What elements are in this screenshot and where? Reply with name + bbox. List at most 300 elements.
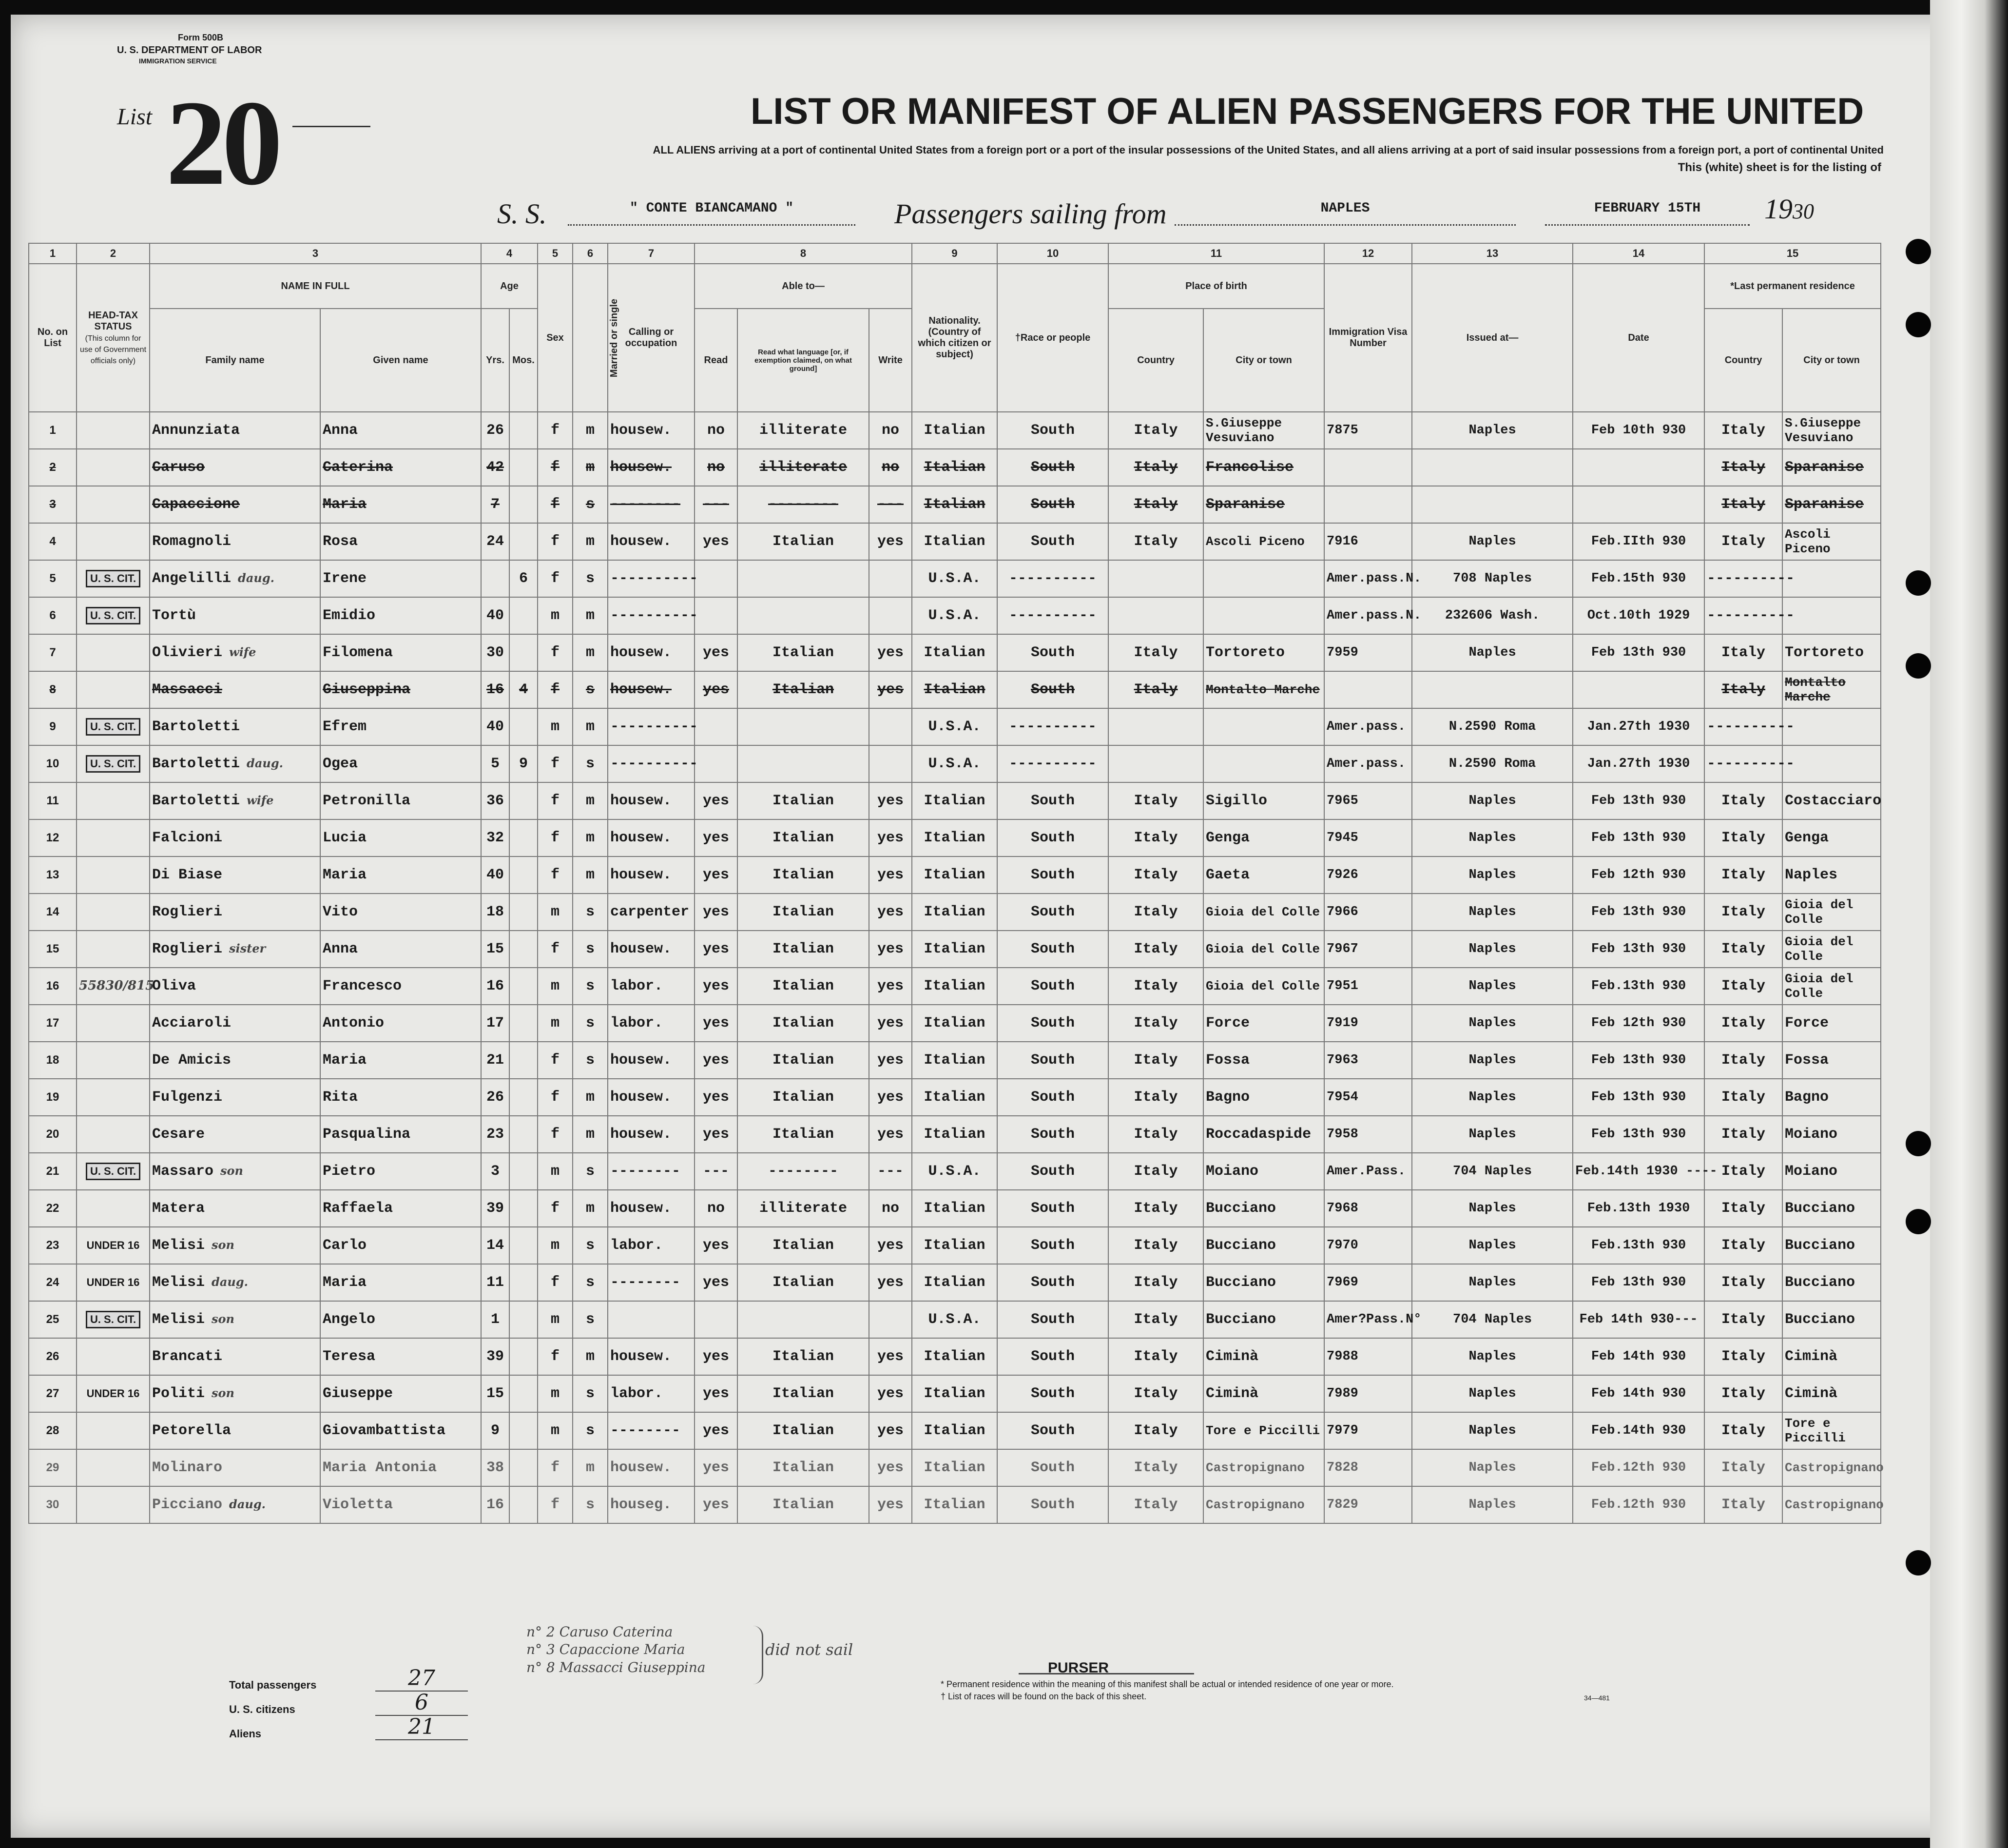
birth-country-cell: Italy [1108,412,1203,449]
residence-city-cell: Gioia del Colle [1782,894,1881,931]
residence-city-cell: Castropignano [1782,1486,1881,1523]
manifest-title: LIST OR MANIFEST OF ALIEN PASSENGERS FOR THE UNITED [751,91,1864,132]
race-cell: South [997,634,1108,671]
header-row-1 [29,264,1881,309]
birth-city-cell: Fossa [1203,1042,1324,1079]
visa-date-cell: Feb.14th 930 [1573,1412,1704,1449]
race-cell: South [997,1042,1108,1079]
sex-cell: f [538,486,573,523]
marital-status-cell: m [573,1338,608,1375]
age-months-cell [509,1042,538,1079]
header-calling: Calling or occupation [608,264,695,412]
can-read-cell: yes [695,634,737,671]
residence-country-cell: Italy [1704,1079,1782,1116]
family-name-cell [150,1116,320,1153]
occupation-cell: housew. [608,1042,695,1079]
family-name-text: De Amicis [152,1052,232,1069]
relation-note: daug. [247,756,283,770]
manifest-subtitle-2: This (white) sheet is for the listing of [1678,161,1881,174]
residence-country-cell: Italy [1704,1042,1782,1079]
given-name-cell: Carlo [320,1227,481,1264]
total-passengers-row [229,1667,468,1692]
sex-cell: m [538,1153,573,1190]
visa-number-cell: 7951 [1324,968,1412,1005]
given-name-cell: Rosa [320,523,481,560]
sex-cell: f [538,412,573,449]
can-write-cell: yes [869,968,912,1005]
race-cell: South [997,1486,1108,1523]
family-name-text: Picciano [152,1497,223,1513]
residence-country-cell: Italy [1704,931,1782,968]
birth-country-cell: Italy [1108,1449,1203,1486]
age-years-cell: 7 [481,486,509,523]
visa-date-cell: Feb 13th 930 [1573,1079,1704,1116]
head-tax-title: HEAD-TAX STATUS [88,310,138,332]
race-cell: South [997,968,1108,1005]
birth-country-cell: Italy [1108,1264,1203,1301]
residence-city-cell: Costacciaro [1782,782,1881,819]
family-name-cell [150,1153,320,1190]
given-name-cell: Irene [320,560,481,597]
nationality-cell: U.S.A. [912,745,997,782]
visa-number-cell: 7875 [1324,412,1412,449]
visa-date-cell: Feb.12th 930 [1573,1449,1704,1486]
header-res-country: Country [1704,309,1782,412]
sex-cell: m [538,1412,573,1449]
visa-number-cell: 7829 [1324,1486,1412,1523]
issued-at-cell: Naples [1412,1412,1573,1449]
given-name-cell: Maria [320,856,481,894]
read-language-cell: Italian [737,1449,869,1486]
head-tax-cell-cell [77,1449,150,1486]
issued-at-cell: Naples [1412,1116,1573,1153]
birth-city-cell: Castropignano [1203,1449,1324,1486]
race-cell: South [997,449,1108,486]
column-number: 10 [997,243,1108,264]
column-number: 11 [1108,243,1324,264]
family-name-cell [150,449,320,486]
marital-status-cell: s [573,1042,608,1079]
given-name-cell: Vito [320,894,481,931]
given-name-cell: Giuseppina [320,671,481,708]
age-months-cell [509,1227,538,1264]
table-row [29,671,1881,708]
birth-country-cell: Italy [1108,1153,1203,1190]
residence-city-cell: Bucciano [1782,1264,1881,1301]
age-months-cell: 6 [509,560,538,597]
occupation-cell: housew. [608,1116,695,1153]
age-years-cell: 18 [481,894,509,931]
visa-date-cell: Feb 13th 930 [1573,1264,1704,1301]
row-number-cell: 26 [29,1338,77,1375]
read-language-cell: illiterate [737,412,869,449]
binder-hole [1906,1550,1931,1576]
nationality-cell: U.S.A. [912,560,997,597]
can-read-cell: --- [695,486,737,523]
header-issued-at: Issued at— [1412,264,1573,412]
visa-number-cell: Amer.pass. [1324,708,1412,745]
can-write-cell: yes [869,856,912,894]
visa-number-cell: 7954 [1324,1079,1412,1116]
row-number-cell: 8 [29,671,77,708]
head-tax-stamp: U. S. CIT. [86,570,140,587]
relation-note: daug. [212,1275,248,1289]
row-number-cell: 28 [29,1412,77,1449]
ship-name: " CONTE BIANCAMANO " [629,201,794,216]
table-row [29,1042,1881,1079]
table-row [29,412,1881,449]
row-number-cell: 14 [29,894,77,931]
header-married [573,264,620,412]
race-cell: South [997,894,1108,931]
header-able-to: Able to— [695,264,912,309]
age-years-cell: 24 [481,523,509,560]
header-name-in-full: NAME IN FULL [150,264,481,309]
age-years-cell: 21 [481,1042,509,1079]
residence-country-cell: Italy [1704,449,1782,486]
age-months-cell [509,1412,538,1449]
relation-note: wife [247,793,274,807]
age-months-cell [509,1079,538,1116]
issued-at-cell: Naples [1412,1227,1573,1264]
occupation-cell: -------- [608,1153,695,1190]
occupation-cell: ---------- [608,745,695,782]
head-tax-cell-cell [77,1079,150,1116]
sex-cell: f [538,1264,573,1301]
row-number-cell: 11 [29,782,77,819]
age-months-cell [509,1264,538,1301]
table-row [29,1227,1881,1264]
table-row [29,745,1881,782]
binder-hole [1906,239,1931,264]
nationality-cell: Italian [912,1486,997,1523]
visa-number-cell: 7969 [1324,1264,1412,1301]
marital-status-cell: s [573,745,608,782]
visa-number-cell: Amer.Pass. [1324,1153,1412,1190]
head-tax-cell-cell [77,931,150,968]
family-name-cell [150,412,320,449]
sex-cell: f [538,931,573,968]
given-name-cell: Anna [320,412,481,449]
occupation-cell: housew. [608,1079,695,1116]
row-number-cell: 4 [29,523,77,560]
occupation-cell: housew. [608,412,695,449]
aliens-value: 21 [375,1714,468,1740]
birth-country-cell: Italy [1108,634,1203,671]
row-number-cell: 1 [29,412,77,449]
family-name-cell [150,782,320,819]
age-years-cell: 39 [481,1190,509,1227]
birth-city-cell: Sparanise [1203,486,1324,523]
can-write-cell: yes [869,1338,912,1375]
can-read-cell: yes [695,931,737,968]
head-tax-cell-cell [77,1005,150,1042]
relation-note: son [212,1386,234,1400]
issued-at-cell: Naples [1412,1005,1573,1042]
occupation-cell: labor. [608,968,695,1005]
row-number-cell: 24 [29,1264,77,1301]
visa-number-cell: 7989 [1324,1375,1412,1412]
can-write-cell: yes [869,1375,912,1412]
visa-date-cell [1573,449,1704,486]
marital-status-cell: m [573,1079,608,1116]
read-language-cell: Italian [737,634,869,671]
occupation-cell: ---------- [608,708,695,745]
relation-note: daug. [238,571,274,585]
race-cell: South [997,671,1108,708]
can-read-cell: yes [695,782,737,819]
residence-country-cell: Italy [1704,1153,1782,1190]
family-name-text: Bartoletti [152,719,240,735]
residence-city-cell: Genga [1782,819,1881,856]
sex-cell: f [538,560,573,597]
visa-date-cell: Feb.15th 930 [1573,560,1704,597]
family-name-cell [150,856,320,894]
occupation-cell: labor. [608,1227,695,1264]
age-years-cell: 40 [481,708,509,745]
visa-number-cell: 7979 [1324,1412,1412,1449]
family-name-cell [150,745,320,782]
column-number: 6 [573,243,608,264]
issued-at-cell [1412,671,1573,708]
family-name-text: Cesare [152,1126,205,1143]
aliens-row [229,1716,468,1740]
occupation-cell: housew. [608,634,695,671]
age-years-cell: 16 [481,968,509,1005]
occupation-cell: labor. [608,1375,695,1412]
can-read-cell: yes [695,819,737,856]
marital-status-cell: s [573,560,608,597]
nationality-cell: Italian [912,1116,997,1153]
form-number: Form 500B [178,33,224,42]
head-tax-cell-cell [77,968,154,1005]
read-language-cell: Italian [737,671,869,708]
residence-city-cell: Castropignano [1782,1449,1881,1486]
visa-date-cell: Jan.27th 1930 [1573,708,1704,745]
note-line: n° 2 Caruso Caterina [526,1624,673,1640]
visa-number-cell: Amer.pass.N. [1324,560,1412,597]
age-years-cell: 30 [481,634,509,671]
read-language-cell: Italian [737,1486,869,1523]
race-cell: South [997,1449,1108,1486]
marital-status-cell: s [573,931,608,968]
can-write-cell: yes [869,671,912,708]
read-language-cell [737,745,869,782]
can-write-cell [869,745,912,782]
can-read-cell [695,1301,737,1338]
header-last-residence: *Last permanent residence [1704,264,1881,309]
family-name-text: Fulgenzi [152,1089,223,1106]
residence-country-cell: ---------- [1704,560,1782,597]
occupation-cell [608,1301,695,1338]
age-months-cell [509,523,538,560]
can-read-cell: yes [695,1264,737,1301]
head-tax-cell-cell [77,597,150,634]
row-number-cell: 7 [29,634,77,671]
sex-cell: f [538,1079,573,1116]
can-write-cell: yes [869,819,912,856]
visa-date-cell: Feb 12th 930 [1573,1005,1704,1042]
can-write-cell [869,708,912,745]
occupation-cell: ---------- [608,560,695,597]
age-months-cell [509,449,538,486]
age-months-cell [509,634,538,671]
age-years-cell: 26 [481,1079,509,1116]
handwritten-notes [526,1623,706,1676]
nationality-cell: Italian [912,819,997,856]
visa-date-cell: Feb 14th 930 [1573,1338,1704,1375]
visa-date-cell: Feb 13th 930 [1573,894,1704,931]
table-row [29,856,1881,894]
age-years-cell: 16 [481,671,509,708]
read-language-cell: Italian [737,523,869,560]
family-name-cell [150,523,320,560]
head-tax-cell-cell [77,1412,150,1449]
family-name-text: Melisi [152,1237,205,1254]
nationality-cell: Italian [912,412,997,449]
birth-country-cell: Italy [1108,1338,1203,1375]
binder-hole [1906,1209,1931,1234]
family-name-text: Politi [152,1385,205,1402]
marital-status-cell: m [573,1449,608,1486]
can-write-cell [869,1301,912,1338]
occupation-cell: housew. [608,782,695,819]
column-number: 8 [695,243,912,264]
issued-at-cell: Naples [1412,1190,1573,1227]
column-number: 5 [538,243,573,264]
can-read-cell: yes [695,1449,737,1486]
age-months-cell [509,708,538,745]
row-number-cell: 30 [29,1486,77,1523]
sailing-date: FEBRUARY 15TH [1594,201,1701,216]
can-write-cell [869,597,912,634]
purser-label: PURSER [1048,1660,1109,1676]
birth-country-cell: Italy [1108,1005,1203,1042]
family-name-text: Romagnoli [152,533,232,550]
issued-at-cell: Naples [1412,782,1573,819]
visa-date-cell: Oct.10th 1929 [1573,597,1704,634]
age-years-cell: 15 [481,1375,509,1412]
read-language-cell: Italian [737,1375,869,1412]
birth-country-cell: Italy [1108,894,1203,931]
visa-date-cell [1573,671,1704,708]
residence-country-cell: Italy [1704,968,1782,1005]
birth-city-cell [1203,560,1324,597]
issued-at-cell: 704 Naples [1412,1153,1573,1190]
did-not-sail-note: did not sail [765,1640,853,1659]
birth-city-cell: Gioia del Colle [1203,894,1324,931]
birth-city-cell [1203,708,1324,745]
age-years-cell: 9 [481,1412,509,1449]
residence-country-cell: Italy [1704,1412,1782,1449]
can-read-cell: yes [695,1079,737,1116]
given-name-cell: Caterina [320,449,481,486]
ship-name-field [568,201,855,226]
birth-country-cell: Italy [1108,819,1203,856]
head-tax-cell-cell [77,1116,150,1153]
marital-status-cell: s [573,486,608,523]
visa-number-cell: 7945 [1324,819,1412,856]
read-language-cell: Italian [737,782,869,819]
row-number-cell: 23 [29,1227,77,1264]
race-cell: South [997,1116,1108,1153]
age-years-cell: 32 [481,819,509,856]
visa-number-cell: 7958 [1324,1116,1412,1153]
head-tax-cell-cell [77,894,150,931]
table-row [29,449,1881,486]
age-years-cell: 42 [481,449,509,486]
header-age: Age [481,264,538,309]
birth-city-cell: Genga [1203,819,1324,856]
note-brace [753,1626,763,1684]
read-language-cell: Italian [737,931,869,968]
sex-cell: f [538,1116,573,1153]
given-name-cell: Raffaela [320,1190,481,1227]
birth-country-cell: Italy [1108,1486,1203,1523]
head-tax-cell-cell [77,1301,150,1338]
visa-number-cell [1324,449,1412,486]
residence-country-cell: ---------- [1704,597,1782,634]
birth-city-cell: S.Giuseppe Vesuviano [1203,412,1324,449]
marital-status-cell: s [573,894,608,931]
ss-label: S. S. [497,198,547,230]
residence-city-cell: Bucciano [1782,1227,1881,1264]
age-months-cell [509,1449,538,1486]
header-write: Write [869,309,912,412]
residence-city-cell: Bucciano [1782,1301,1881,1338]
occupation-cell: housew. [608,523,695,560]
marital-status-cell: m [573,856,608,894]
head-tax-cell-cell [77,819,150,856]
given-name-cell: Violetta [320,1486,481,1523]
us-citizens-label: U. S. citizens [229,1703,295,1715]
issued-at-cell: Naples [1412,1079,1573,1116]
residence-city-cell: Bagno [1782,1079,1881,1116]
occupation-cell: -------- [608,486,695,523]
race-cell: South [997,1153,1108,1190]
sex-cell: m [538,597,573,634]
nationality-cell: U.S.A. [912,1301,997,1338]
nationality-cell: Italian [912,1190,997,1227]
residence-country-cell: Italy [1704,1338,1782,1375]
family-name-text: Bartoletti [152,756,240,772]
residence-country-cell: Italy [1704,1005,1782,1042]
family-name-text: Brancati [152,1348,223,1365]
head-tax-cell-cell [77,1264,150,1301]
family-name-cell [150,894,320,931]
page-edge [1930,0,2008,1848]
birth-country-cell: Italy [1108,931,1203,968]
column-number: 7 [608,243,695,264]
age-months-cell [509,412,538,449]
can-read-cell [695,708,737,745]
year-prefix: 19 [1764,193,1793,225]
visa-number-cell: 7828 [1324,1449,1412,1486]
marital-status-cell: m [573,782,608,819]
race-cell: South [997,856,1108,894]
age-years-cell: 1 [481,1301,509,1338]
sex-cell: f [538,782,573,819]
table-row [29,819,1881,856]
issued-at-cell: N.2590 Roma [1412,708,1573,745]
given-name-cell: Lucia [320,819,481,856]
nationality-cell: Italian [912,523,997,560]
visa-date-cell: Feb 13th 930 [1573,782,1704,819]
family-name-cell [150,671,320,708]
visa-date-cell: Feb 13th 930 [1573,819,1704,856]
issued-at-cell: Naples [1412,523,1573,560]
table-row [29,931,1881,968]
